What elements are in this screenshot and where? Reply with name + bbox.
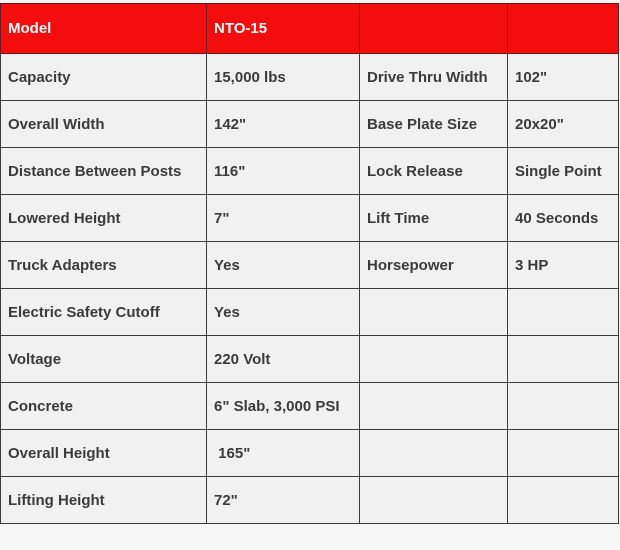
table-row <box>1 54 619 101</box>
spec-label: Lifting Height <box>1 477 207 524</box>
spec-label: Base Plate Size <box>360 101 508 148</box>
table-row <box>1 148 619 195</box>
spec-value: 3 HP <box>508 242 619 289</box>
empty-cell <box>508 430 619 477</box>
table-header-row <box>1 4 619 54</box>
spec-table <box>0 3 619 524</box>
spec-value: 7" <box>207 195 360 242</box>
table-row <box>1 289 619 336</box>
header-cell-empty <box>508 4 619 54</box>
spec-value: 20x20" <box>508 101 619 148</box>
spec-label: Horsepower <box>360 242 508 289</box>
spec-value: Single Point <box>508 148 619 195</box>
empty-cell <box>508 289 619 336</box>
spec-value: Yes <box>207 289 360 336</box>
spec-value: 116" <box>207 148 360 195</box>
spec-value: Yes <box>207 242 360 289</box>
empty-cell <box>508 477 619 524</box>
spec-value: 142" <box>207 101 360 148</box>
spec-label: Lowered Height <box>1 195 207 242</box>
spec-label: Electric Safety Cutoff <box>1 289 207 336</box>
spec-label: Drive Thru Width <box>360 54 508 101</box>
spec-label: Lift Time <box>360 195 508 242</box>
empty-cell <box>360 336 508 383</box>
spec-label: Voltage <box>1 336 207 383</box>
spec-value: 72" <box>207 477 360 524</box>
table-row <box>1 242 619 289</box>
spec-label: Overall Height <box>1 430 207 477</box>
spec-value: 102" <box>508 54 619 101</box>
table-row <box>1 383 619 430</box>
empty-cell <box>508 383 619 430</box>
spec-value: 6" Slab, 3,000 PSI <box>207 383 360 430</box>
spec-value: 165" <box>207 430 360 477</box>
spec-label: Capacity <box>1 54 207 101</box>
spec-label: Truck Adapters <box>1 242 207 289</box>
empty-cell <box>360 477 508 524</box>
spec-value: 40 Seconds <box>508 195 619 242</box>
header-cell-model-label: Model <box>1 4 207 54</box>
table-row <box>1 430 619 477</box>
empty-cell <box>508 336 619 383</box>
spec-label: Lock Release <box>360 148 508 195</box>
empty-cell <box>360 383 508 430</box>
table-row <box>1 477 619 524</box>
header-cell-empty <box>360 4 508 54</box>
table-row <box>1 336 619 383</box>
spec-value: 220 Volt <box>207 336 360 383</box>
empty-cell <box>360 289 508 336</box>
empty-cell <box>360 430 508 477</box>
header-cell-model-value: NTO-15 <box>207 4 360 54</box>
spec-label: Overall Width <box>1 101 207 148</box>
table-row <box>1 101 619 148</box>
spec-table-body <box>1 4 619 524</box>
spec-label: Distance Between Posts <box>1 148 207 195</box>
table-row <box>1 195 619 242</box>
spec-label: Concrete <box>1 383 207 430</box>
spec-value: 15,000 lbs <box>207 54 360 101</box>
